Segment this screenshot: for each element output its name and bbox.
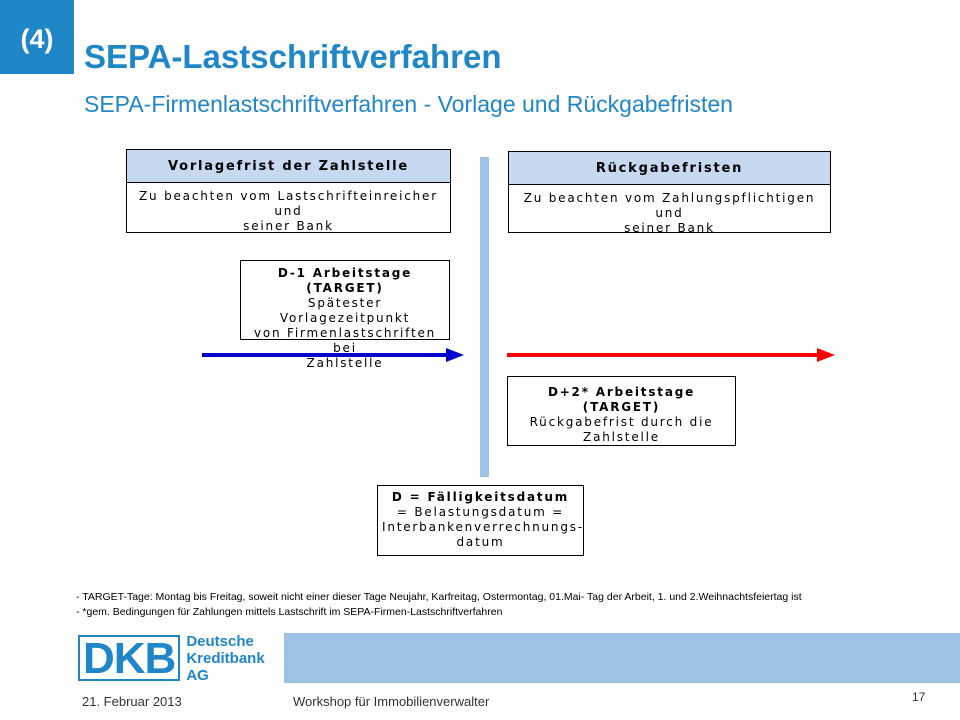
vorlagefrist-body xyxy=(127,183,450,240)
d-plus-2-title: D+2* Arbeitstage (TARGET) xyxy=(547,385,696,414)
d-faelligkeit-line: Interbankenverrechnungs- xyxy=(382,520,584,534)
rueckgabefristen-body-line: seiner Bank xyxy=(624,221,715,235)
timeline-bar xyxy=(480,157,489,477)
rueckgabefristen-body xyxy=(509,185,830,242)
d-faelligkeit-line: = Belastungsdatum = xyxy=(396,505,565,519)
d-faelligkeit-line: datum xyxy=(456,535,505,549)
d-minus-1-line: Spätester Vorlagezeitpunkt xyxy=(279,296,411,325)
d-minus-1-line: von Firmenlastschriften bei xyxy=(253,326,437,355)
footnotes xyxy=(76,590,802,620)
dkb-logo-line: Deutsche xyxy=(186,632,254,650)
d-plus-2-line: Zahlstelle xyxy=(583,430,660,444)
vorlagefrist-body-line: seiner Bank xyxy=(243,219,334,233)
page-number: 17 xyxy=(912,690,926,704)
d-faelligkeit-box xyxy=(377,485,584,556)
vorlagefrist-box xyxy=(126,149,451,233)
rueckgabefristen-body-line: Zu beachten vom Zahlungspflichtigen und xyxy=(523,191,816,220)
page-title: SEPA-Lastschriftverfahren xyxy=(84,38,502,75)
footnote-conditions: - *gem. Bedingungen für Zahlungen mittels Lastschrift im SEPA-Firmen-Lastschriftverfahren xyxy=(76,606,503,618)
rueckgabefristen-header: Rückgabefristen xyxy=(509,152,830,185)
vorlagefrist-body-line: Zu beachten vom Lastschrifteinreicher und xyxy=(139,189,438,218)
dkb-logo-mark: DKB xyxy=(78,635,180,681)
dkb-logo xyxy=(70,633,284,683)
d-minus-1-line: Zahlstelle xyxy=(306,356,384,370)
section-badge: (4) xyxy=(0,0,74,74)
d-minus-1-box xyxy=(240,260,450,370)
arrow-right-red xyxy=(505,346,837,364)
footer-date: 21. Februar 2013 xyxy=(82,694,182,709)
footer-event: Workshop für Immobilienverwalter xyxy=(293,694,490,709)
dkb-logo-line: Kreditbank AG xyxy=(186,649,265,684)
dkb-logo-name xyxy=(186,633,284,684)
arrow-left-blue xyxy=(200,346,466,364)
d-plus-2-line: Rückgabefrist durch die xyxy=(529,415,714,429)
d-plus-2-box xyxy=(507,376,736,446)
vorlagefrist-header: Vorlagefrist der Zahlstelle xyxy=(127,150,450,183)
d-faelligkeit-title: D = Fälligkeitsdatum xyxy=(391,490,570,504)
footnote-target: - TARGET-Tage: Montag bis Freitag, soweit nicht einer dieser Tage Neujahr, Karfreitag, Ostermontag, 01.Mai- Tag der Arbeit, 1. und 2.Weihnachtsfeiertag ist xyxy=(76,591,802,603)
page-subtitle: SEPA-Firmenlastschriftverfahren - Vorlage und Rückgabefristen xyxy=(84,91,733,117)
rueckgabefristen-box xyxy=(508,151,831,233)
d-minus-1-title: D-1 Arbeitstage (TARGET) xyxy=(277,266,413,295)
